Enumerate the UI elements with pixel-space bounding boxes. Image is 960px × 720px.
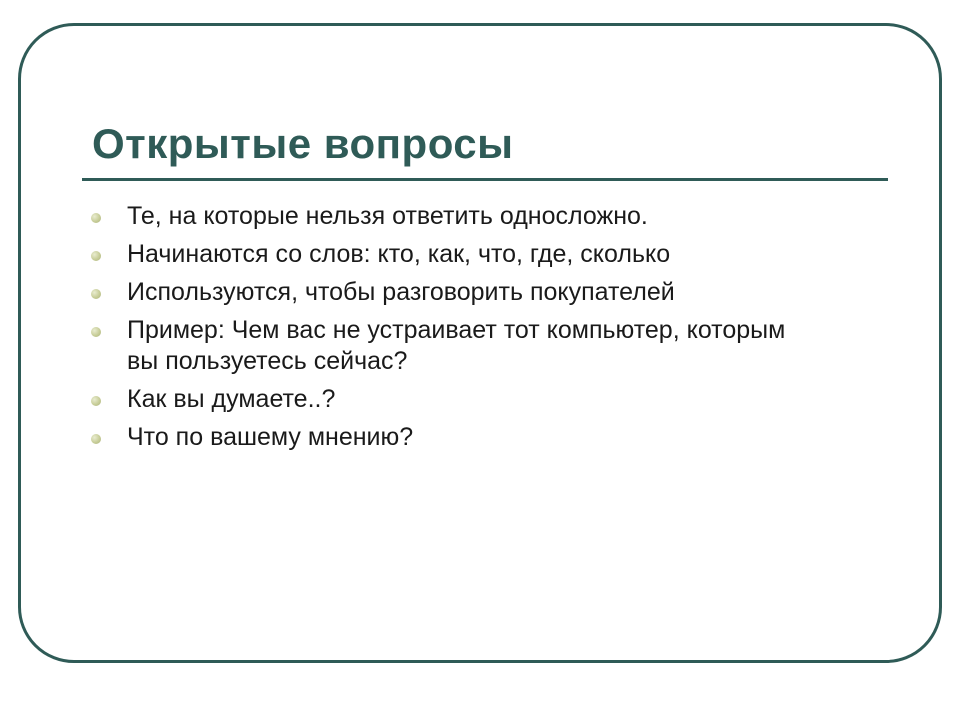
bullet-item [90, 239, 810, 270]
bullet-text: Пример: Чем вас не устраивает тот компьютер, которым вы пользуетесь сейчас? [127, 316, 786, 375]
bullet-item [90, 315, 810, 377]
bullet-list [90, 201, 810, 460]
bullet-item [90, 422, 810, 453]
bullet-text: Как вы думаете..? [127, 385, 336, 413]
bullet-dot-icon [91, 251, 101, 261]
bullet-dot-icon [91, 289, 101, 299]
bullet-item [90, 201, 810, 232]
bullet-dot-icon [91, 327, 101, 337]
bullet-item [90, 384, 810, 415]
bullet-text: Начинаются со слов: кто, как, что, где, сколько [127, 240, 671, 268]
slide-title: Открытые вопросы [92, 120, 514, 167]
bullet-dot-icon [91, 434, 101, 444]
title-underline [82, 178, 888, 181]
bullet-dot-icon [91, 213, 101, 223]
bullet-text: Те, на которые нельзя ответить односложно. [127, 202, 648, 230]
bullet-text: Что по вашему мнению? [127, 423, 414, 451]
bullet-item [90, 277, 810, 308]
bullet-dot-icon [91, 396, 101, 406]
bullet-text: Используются, чтобы разговорить покупателей [127, 278, 675, 306]
